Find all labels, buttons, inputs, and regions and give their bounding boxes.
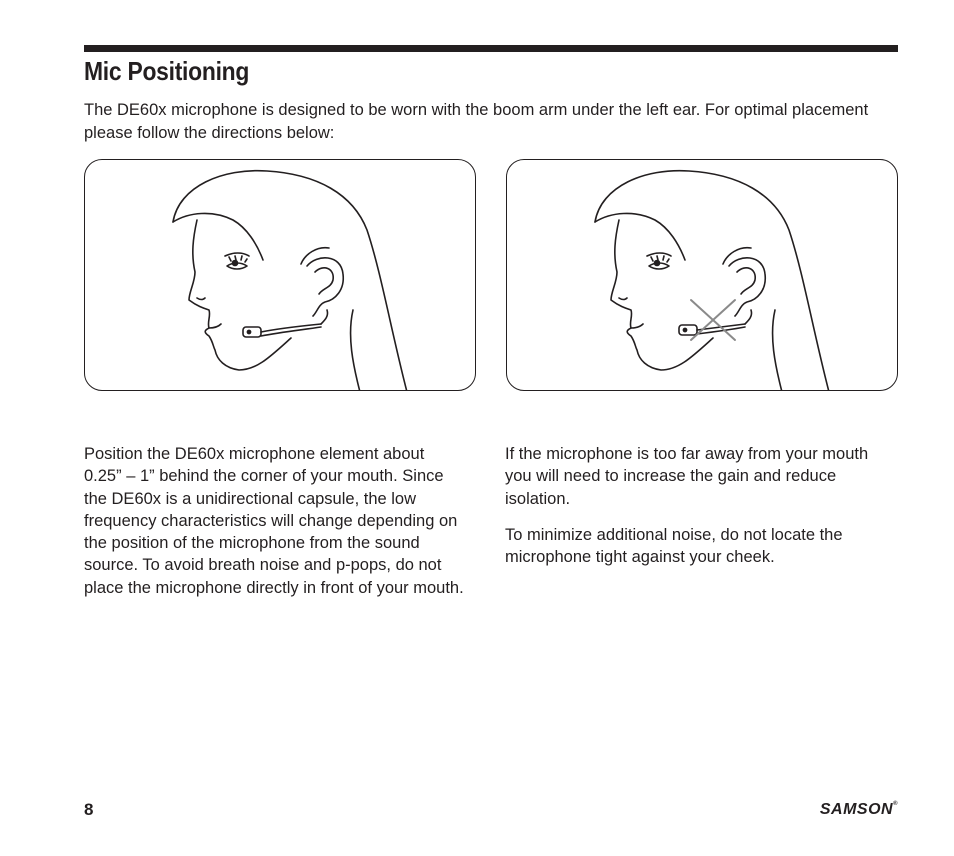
figure-correct-position (84, 159, 476, 391)
page-title: Mic Positioning (84, 56, 250, 86)
brand-name: SAMSON (819, 801, 894, 818)
top-rule (84, 45, 898, 52)
left-paragraph-1: Position the DE60x microphone element about 0.25” – 1” behind the corner of your mouth. Since the DE60x is a unidirectional capsule, the low frequency characteristics will change depending on the position of the microphone from the sound source. To avoid breath noise and p-pops, do not place the microphone directly in front of your mouth. (84, 445, 464, 597)
intro-paragraph: The DE60x microphone is designed to be worn with the boom arm under the left ear. For optimal placement please follow the directions below: (84, 101, 869, 142)
figure-incorrect-position (506, 159, 898, 391)
head-profile-crossed-icon (507, 160, 897, 390)
right-column-text (505, 443, 887, 582)
right-paragraph-2: To minimize additional noise, do not locate the microphone tight against your cheek. (505, 525, 843, 567)
page-number: 8 (84, 800, 94, 819)
brand-logo (794, 801, 898, 819)
cross-mark-icon (691, 300, 735, 340)
head-profile-icon (85, 160, 475, 390)
right-paragraph-1: If the microphone is too far away from your mouth you will need to increase the gain and reduce isolation. (505, 445, 869, 508)
left-column-text (84, 443, 466, 613)
registered-mark: ® (893, 801, 898, 807)
